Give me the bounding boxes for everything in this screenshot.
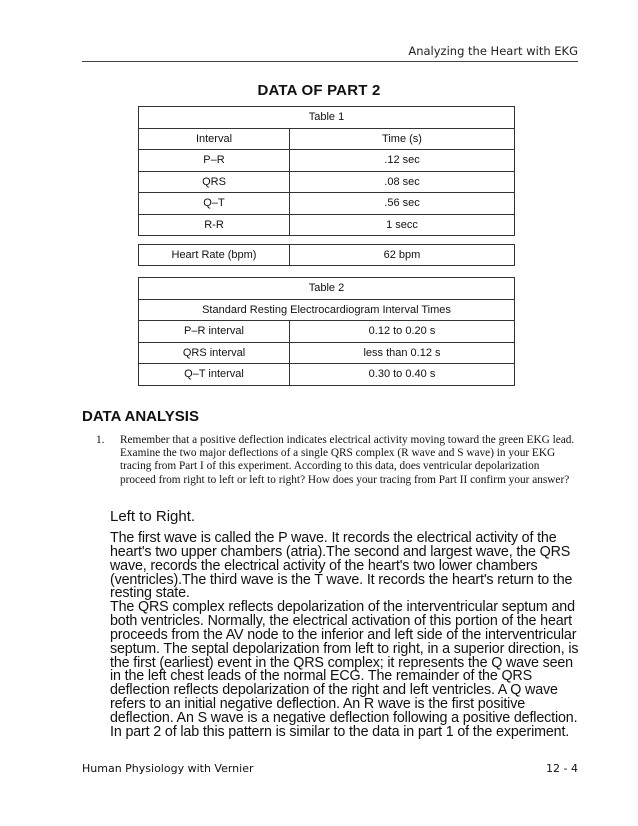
table-row (139, 342, 515, 364)
table-cell: P–R interval (139, 321, 290, 343)
answer-paragraph: The first wave is called the P wave. It records the electrical activity of the heart's two upper chambers (atria).The second and largest wave, the QRS wave, records the electrical activity of the heart's two lower chambers (ventricles).The third wave is the T wave. It records the heart's return to the resting state. (110, 530, 573, 602)
answer-explanation (110, 532, 580, 740)
table-cell: P–R (139, 150, 290, 172)
table-cell: .56 sec (290, 193, 515, 215)
table-cell: .08 sec (290, 171, 515, 193)
answer-short: Left to Right. (110, 508, 196, 525)
running-header: Analyzing the Heart with EKG (408, 44, 578, 58)
table-1-header-time: Time (s) (290, 128, 515, 150)
table-cell: .12 sec (290, 150, 515, 172)
table-row (139, 245, 515, 266)
footer-page-number: 12 - 4 (546, 762, 578, 775)
question-text: Remember that a positive deflection indicates electrical activity moving toward the green EKG lead. Examine the two major deflections of a single QRS complex (R wave and S wave) in your EKG tracing from Part I of this experiment. According to this data, does ventricular depolarization proceed from right to left or left to right? How does your tracing from Part II confirm your answer? (120, 434, 575, 486)
question-number: 1. (96, 434, 105, 446)
table-row (139, 214, 515, 236)
question-1 (96, 434, 576, 487)
table-cell: 0.30 to 0.40 s (290, 364, 515, 386)
table-cell: 0.12 to 0.20 s (290, 321, 515, 343)
table-cell: Q–T interval (139, 364, 290, 386)
table-cell: R-R (139, 214, 290, 236)
table-cell: QRS (139, 171, 290, 193)
table-row (139, 321, 515, 343)
header-rule (82, 61, 578, 62)
table-row (139, 364, 515, 386)
table-cell: QRS interval (139, 342, 290, 364)
table-2-caption: Table 2 (139, 278, 515, 300)
heart-rate-label: Heart Rate (bpm) (139, 245, 290, 266)
answer-paragraph: The QRS complex reflects depolarization of the interventricular septum and both ventricles. Normally, the electrical activation of this portion of the heart proceeds from the AV node to the inferior and left side of the interventricular septum. The septal depolarization from left to right, in a superior direction, is the first (earliest) event in the QRS complex; it represents the Q wave seen in the left chest leads of the normal ECG. The remainder of the QRS deflection reflects depolarization of the right and left ventricles. A Q wave refers to an initial negative deflection. An R wave is the first positive deflection. An S wave is a negative deflection following a positive deflection. In part 2 of lab this pattern is similar to the data in part 1 of the experiment. (110, 599, 579, 740)
table-row (139, 171, 515, 193)
table-cell: 1 secc (290, 214, 515, 236)
table-row (139, 193, 515, 215)
section-title: DATA OF PART 2 (257, 82, 381, 99)
table-2-subtitle: Standard Resting Electrocardiogram Interval Times (139, 299, 515, 321)
table-cell: less than 0.12 s (290, 342, 515, 364)
table-1 (138, 106, 515, 236)
table-cell: Q–T (139, 193, 290, 215)
heart-rate-table (138, 244, 515, 266)
data-analysis-heading: DATA ANALYSIS (82, 408, 199, 425)
heart-rate-value: 62 bpm (290, 245, 515, 266)
table-2 (138, 277, 515, 386)
footer-book-title: Human Physiology with Vernier (82, 762, 254, 775)
table-1-caption: Table 1 (139, 107, 515, 129)
table-row (139, 150, 515, 172)
table-1-header-interval: Interval (139, 128, 290, 150)
